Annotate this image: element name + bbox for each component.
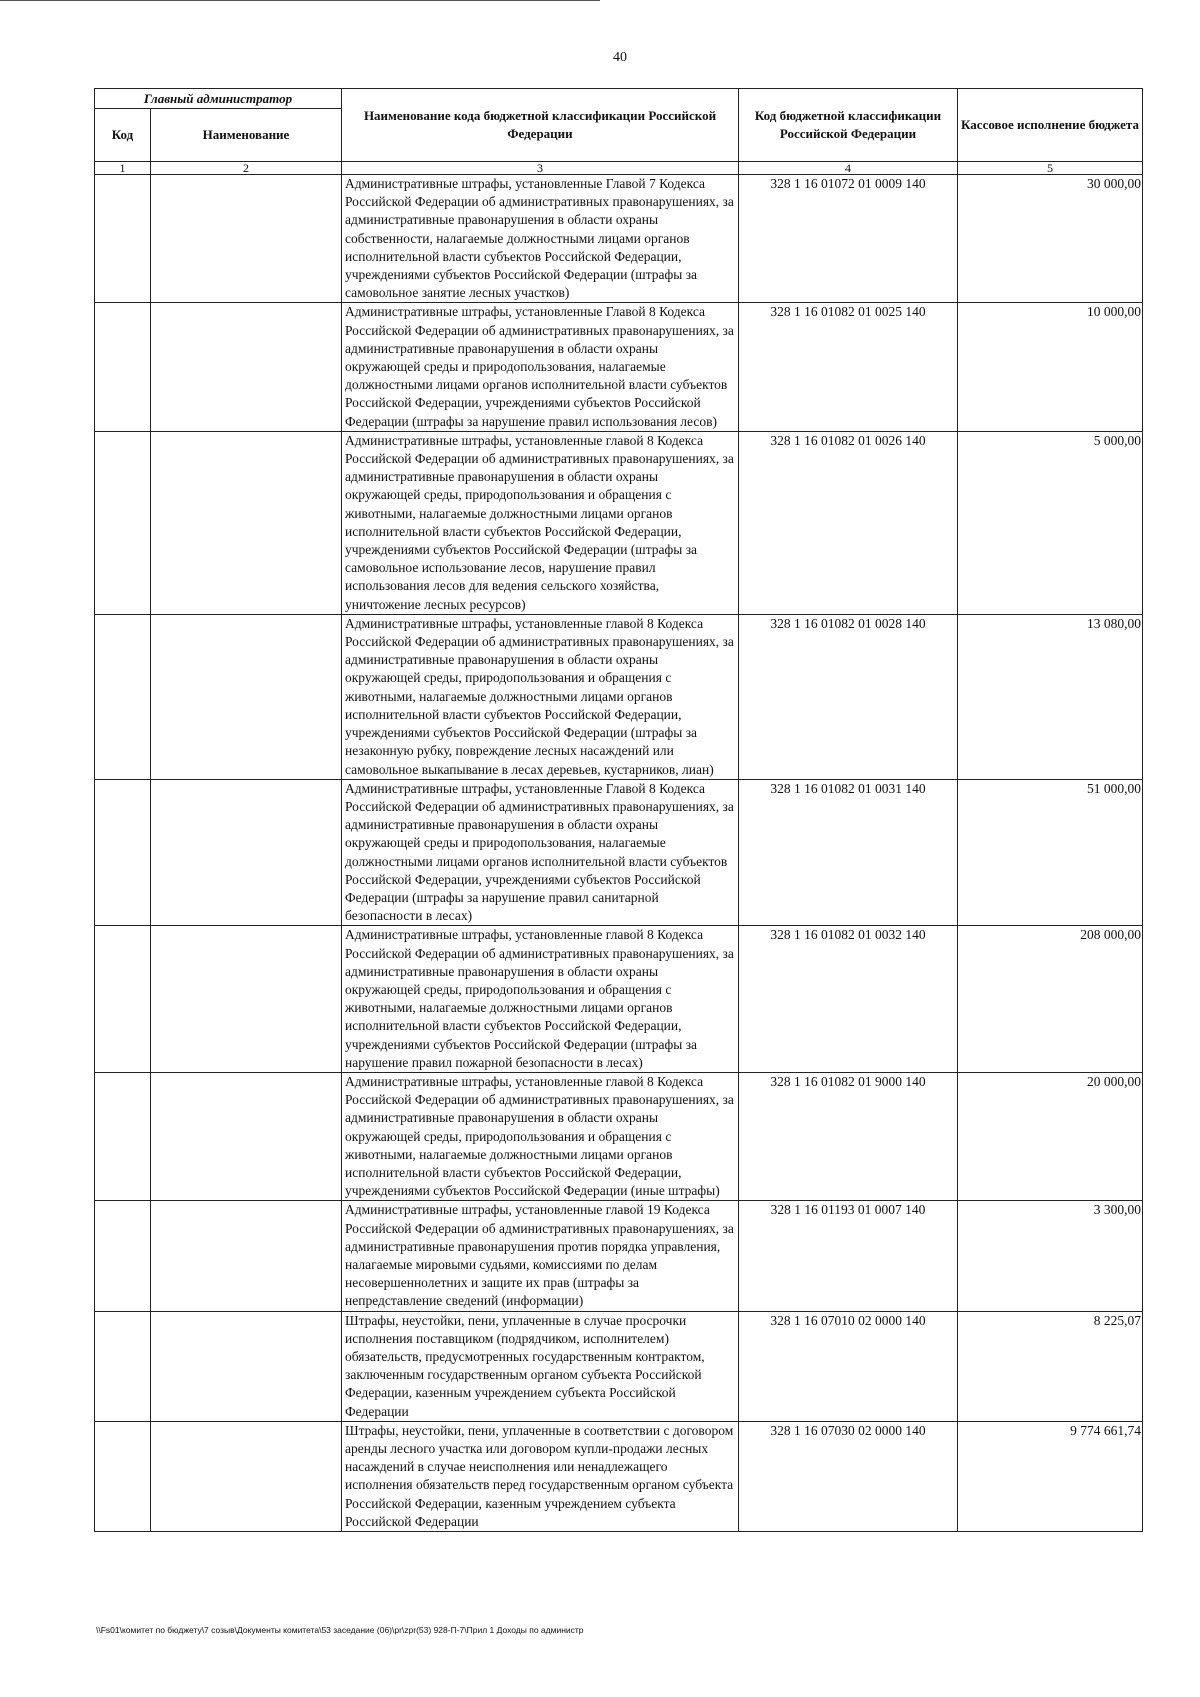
header-admin-name: Наименование — [151, 109, 342, 162]
top-scan-rule — [0, 0, 600, 1]
table-row — [95, 1311, 1143, 1421]
column-number: 3 — [342, 162, 739, 175]
cell-bk-code: 328 1 16 01082 01 9000 140 — [739, 1072, 958, 1200]
cell-bk-name: Административные штрафы, установленные главой 8 Кодекса Российской Федерации об административных правонарушениях, за административные правонарушения в области охраны окружающей среды, природопользования и обращения с животными, налагаемые должностными лицами органов исполнительной власти субъектов Российской Федерации, учреждениями субъектов Российской Федерации (штрафы за незаконную рубку, повреждение лесных насаждений или самовольное выкапывание в лесах деревьев, кустарников, лиан) — [342, 614, 739, 779]
cell-bk-name: Административные штрафы, установленные Главой 8 Кодекса Российской Федерации об административных правонарушениях, за административные правонарушения в области охраны окружающей среды и природопользования, налагаемые должностными лицами органов исполнительной власти субъектов Российской Федерации, учреждениями субъектов Российской Федерации (штрафы за нарушение правил санитарной безопасности в лесах) — [342, 779, 739, 926]
cell-amount: 208 000,00 — [958, 926, 1143, 1073]
table-row — [95, 303, 1143, 431]
cell-bk-name: Штрафы, неустойки, пени, уплаченные в соответствии с договором аренды лесного участка или договором купли-продажи лесных насаждений в случае неисполнения или ненадлежащего исполнения обязательств перед государственным органом субъекта Российской Федерации, казенным учреждением субъекта Российской Федерации — [342, 1421, 739, 1531]
table-row — [95, 614, 1143, 779]
cell-amount: 13 080,00 — [958, 614, 1143, 779]
cell-bk-code: 328 1 16 01082 01 0026 140 — [739, 431, 958, 614]
cell-admin-name — [151, 303, 342, 431]
revenue-table — [94, 88, 1143, 1532]
cell-admin-code — [95, 1311, 151, 1421]
cell-admin-code — [95, 1421, 151, 1531]
cell-bk-code: 328 1 16 01082 01 0031 140 — [739, 779, 958, 926]
column-number: 2 — [151, 162, 342, 175]
cell-admin-code — [95, 431, 151, 614]
cell-admin-code — [95, 926, 151, 1073]
cell-bk-name: Штрафы, неустойки, пени, уплаченные в случае просрочки исполнения поставщиком (подрядчиком, исполнителем) обязательств, предусмотренных государственным контрактом, заключенным государственным органом субъекта Российской Федерации, казенным учреждением субъекта Российской Федерации — [342, 1311, 739, 1421]
cell-admin-code — [95, 614, 151, 779]
table-row — [95, 1421, 1143, 1531]
cell-amount: 8 225,07 — [958, 1311, 1143, 1421]
table-row — [95, 926, 1143, 1073]
table-row — [95, 1201, 1143, 1311]
cell-admin-code — [95, 303, 151, 431]
cell-admin-code — [95, 779, 151, 926]
table-row — [95, 431, 1143, 614]
cell-amount: 30 000,00 — [958, 175, 1143, 303]
cell-admin-code — [95, 1072, 151, 1200]
cell-admin-name — [151, 1072, 342, 1200]
column-number-row — [95, 162, 1143, 175]
cell-bk-code: 328 1 16 07010 02 0000 140 — [739, 1311, 958, 1421]
cell-admin-name — [151, 175, 342, 303]
cell-amount: 10 000,00 — [958, 303, 1143, 431]
cell-bk-code: 328 1 16 01193 01 0007 140 — [739, 1201, 958, 1311]
cell-admin-name — [151, 1311, 342, 1421]
column-number: 4 — [739, 162, 958, 175]
cell-admin-name — [151, 1201, 342, 1311]
cell-admin-name — [151, 779, 342, 926]
table-row — [95, 175, 1143, 303]
cell-bk-code: 328 1 16 01072 01 0009 140 — [739, 175, 958, 303]
cell-bk-name: Административные штрафы, установленные Главой 8 Кодекса Российской Федерации об административных правонарушениях, за административные правонарушения в области охраны окружающей среды и природопользования, налагаемые должностными лицами органов исполнительной власти субъектов Российской Федерации, учреждениями субъектов Российской Федерации (штрафы за нарушение правил использования лесов) — [342, 303, 739, 431]
cell-admin-code — [95, 1201, 151, 1311]
header-execution: Кассовое исполнение бюджета — [958, 89, 1143, 162]
header-code: Код — [95, 109, 151, 162]
cell-bk-code: 328 1 16 07030 02 0000 140 — [739, 1421, 958, 1531]
cell-bk-name: Административные штрафы, установленные Главой 7 Кодекса Российской Федерации об административных правонарушениях, за административные правонарушения в области охраны собственности, налагаемые должностными лицами органов исполнительной власти субъектов Российской Федерации, учреждениями субъектов Российской Федерации (штрафы за самовольное занятие лесных участков) — [342, 175, 739, 303]
table-row — [95, 779, 1143, 926]
cell-bk-name: Административные штрафы, установленные главой 19 Кодекса Российской Федерации об административных правонарушениях, за административные правонарушения против порядка управления, налагаемые мировыми судьями, комиссиями по делам несовершеннолетних и защите их прав (штрафы за непредставление сведений (информации) — [342, 1201, 739, 1311]
cell-admin-code — [95, 175, 151, 303]
cell-bk-name: Административные штрафы, установленные главой 8 Кодекса Российской Федерации об административных правонарушениях, за административные правонарушения в области охраны окружающей среды, природопользования и обращения с животными, налагаемые должностными лицами органов исполнительной власти субъектов Российской Федерации, учреждениями субъектов Российской Федерации (штрафы за самовольное использование лесов, нарушение правил использования лесов для ведения сельского хозяйства, уничтожение лесных ресурсов) — [342, 431, 739, 614]
table-row — [95, 1072, 1143, 1200]
column-number: 5 — [958, 162, 1143, 175]
header-chief-administrator: Главный администратор — [95, 89, 342, 109]
header-bk-code: Код бюджетной классификации Российской Федерации — [739, 89, 958, 162]
header-bk-name: Наименование кода бюджетной классификации Российской Федерации — [342, 89, 739, 162]
cell-bk-name: Административные штрафы, установленные главой 8 Кодекса Российской Федерации об административных правонарушениях, за административные правонарушения в области охраны окружающей среды, природопользования и обращения с животными, налагаемые должностными лицами органов исполнительной власти субъектов Российской Федерации, учреждениями субъектов Российской Федерации (штрафы за нарушение правил пожарной безопасности в лесах) — [342, 926, 739, 1073]
page-number: 40 — [613, 50, 627, 65]
cell-bk-code: 328 1 16 01082 01 0025 140 — [739, 303, 958, 431]
cell-admin-name — [151, 614, 342, 779]
cell-amount: 3 300,00 — [958, 1201, 1143, 1311]
column-number: 1 — [95, 162, 151, 175]
cell-amount: 5 000,00 — [958, 431, 1143, 614]
cell-amount: 20 000,00 — [958, 1072, 1143, 1200]
cell-amount: 9 774 661,74 — [958, 1421, 1143, 1531]
cell-bk-name: Административные штрафы, установленные главой 8 Кодекса Российской Федерации об административных правонарушениях, за административные правонарушения в области охраны окружающей среды, природопользования и обращения с животными, налагаемые должностными лицами органов исполнительной власти субъектов Российской Федерации, учреждениями субъектов Российской Федерации (иные штрафы) — [342, 1072, 739, 1200]
cell-admin-name — [151, 1421, 342, 1531]
cell-admin-name — [151, 926, 342, 1073]
footer-file-path: \\Fs01\комитет по бюджету\7 созыв\Документы комитета\53 заседание (06)\pr\zpr(53) 928-П-7\Прил 1 Доходы по администр — [96, 1625, 584, 1635]
cell-admin-name — [151, 431, 342, 614]
cell-bk-code: 328 1 16 01082 01 0032 140 — [739, 926, 958, 1073]
cell-bk-code: 328 1 16 01082 01 0028 140 — [739, 614, 958, 779]
cell-amount: 51 000,00 — [958, 779, 1143, 926]
